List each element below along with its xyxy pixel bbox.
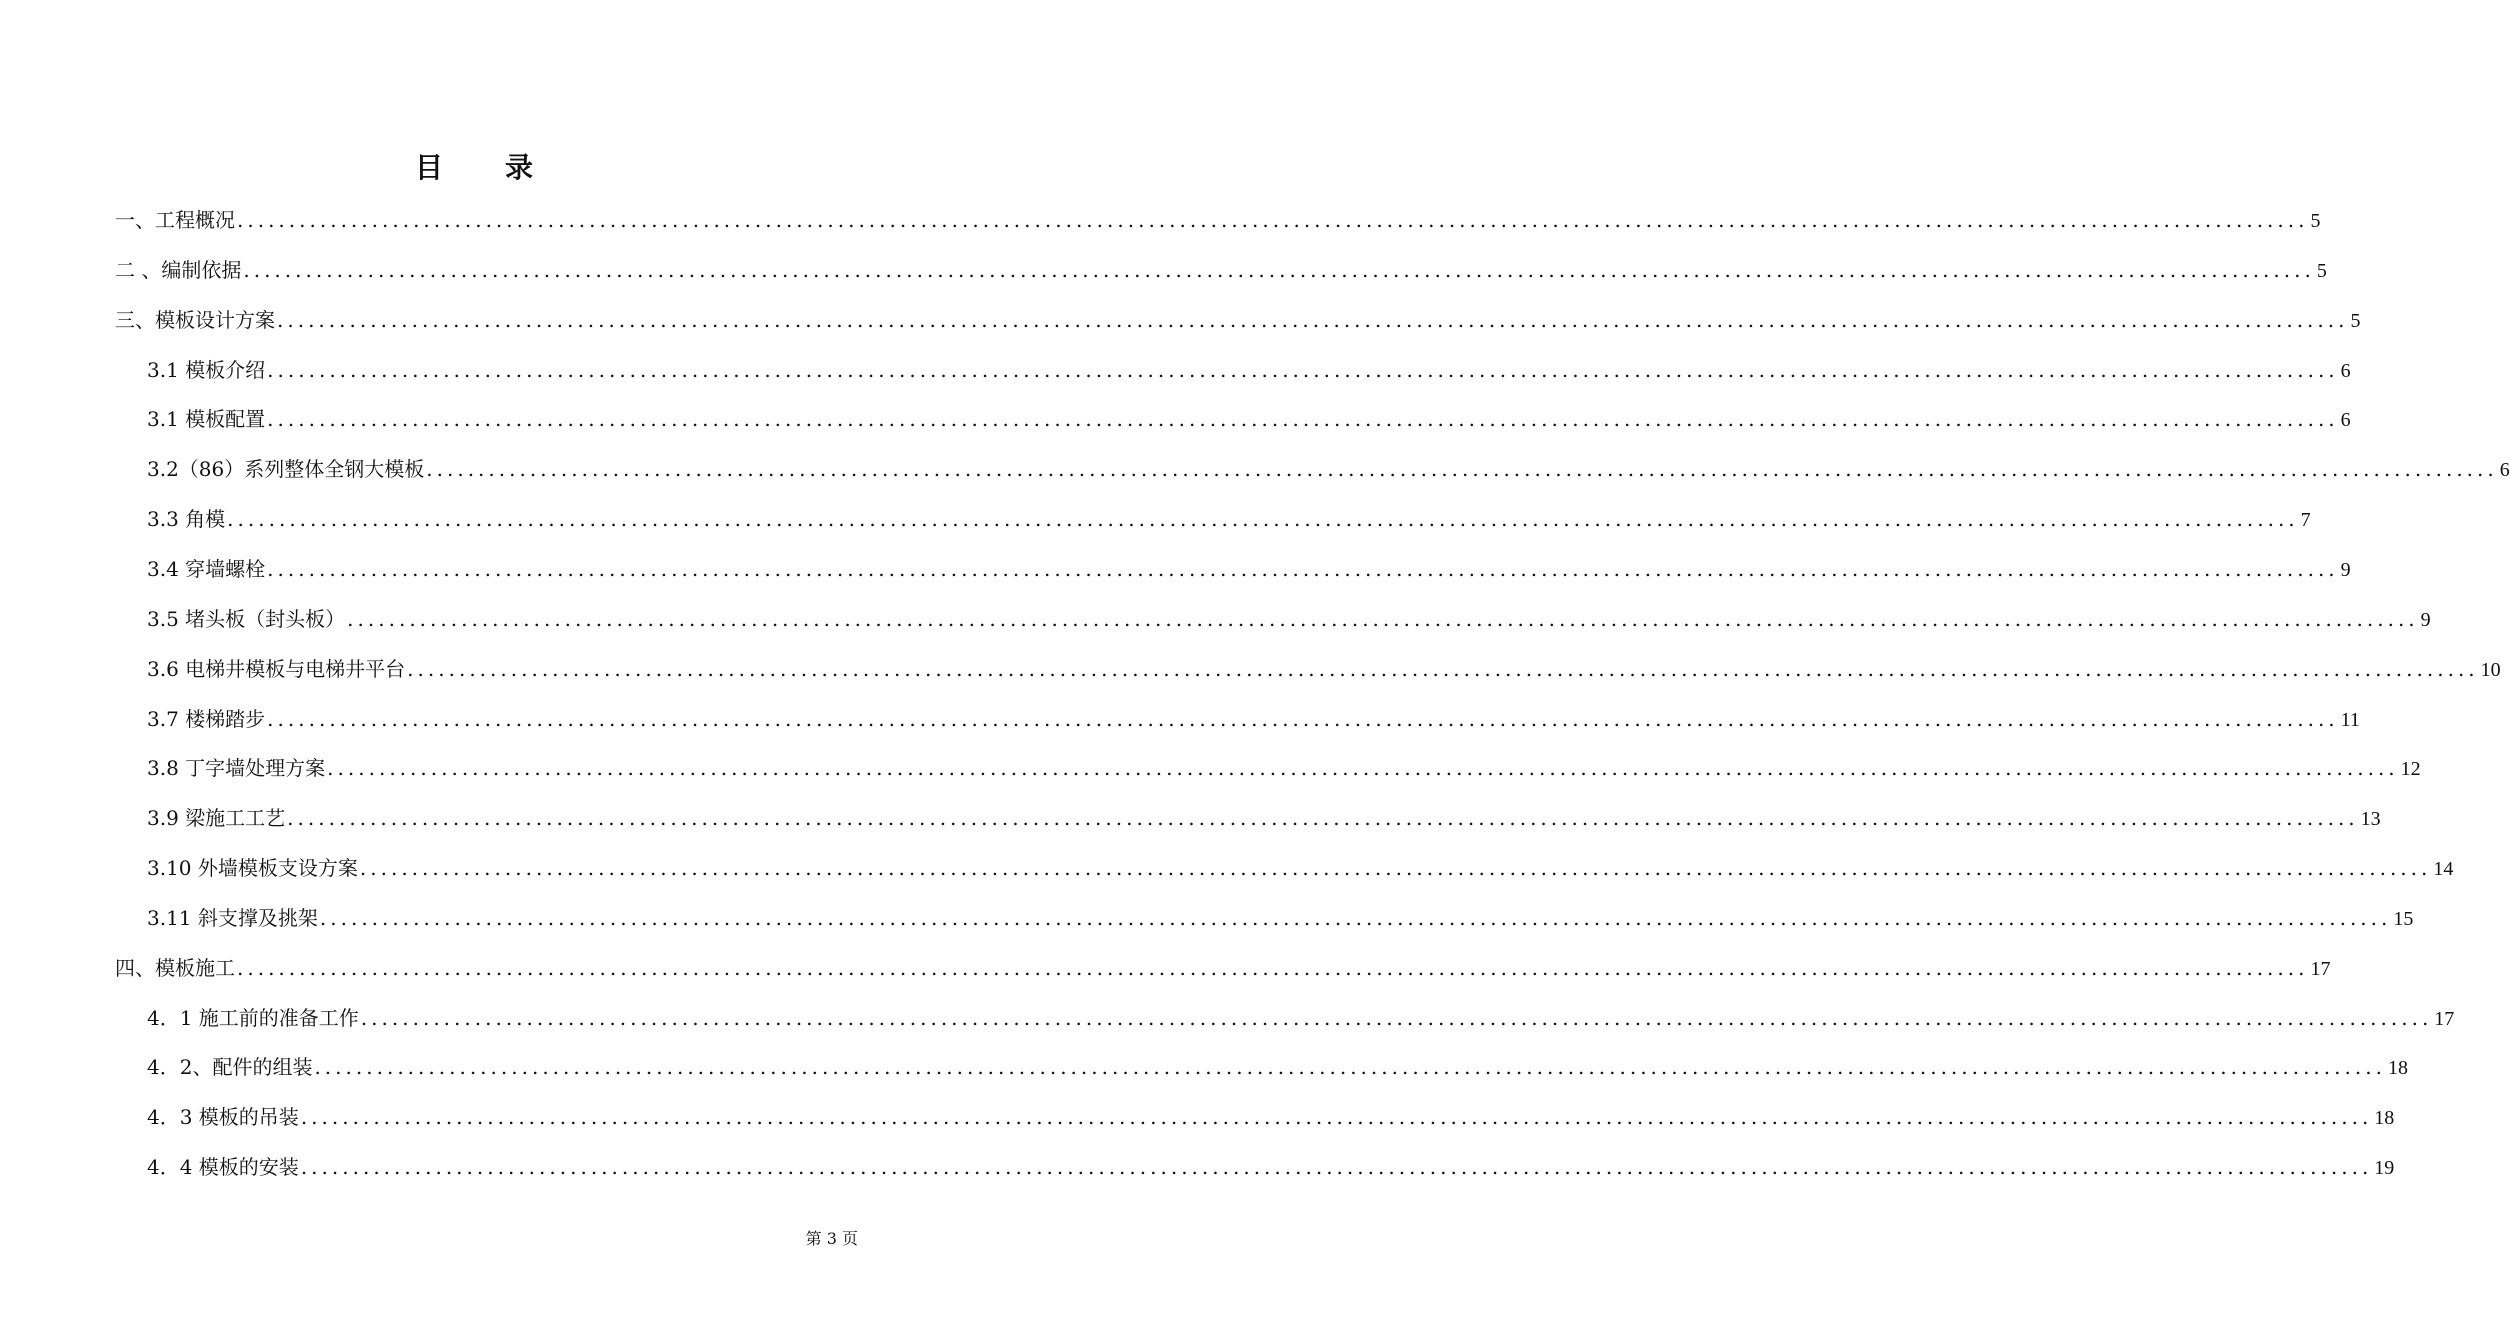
toc-entry-label: 3.7 楼梯踏步 bbox=[147, 707, 266, 731]
toc-entry-page-number: 6 bbox=[2499, 459, 2510, 481]
toc-entry-page-number: 18 bbox=[2387, 1057, 2408, 1079]
toc-entry-label: 四、模板施工 bbox=[115, 956, 235, 980]
toc-entry-label: 三、模板设计方案 bbox=[115, 308, 275, 332]
toc-leader-dots: ........................................................................................................................................................................................................ bbox=[300, 1105, 2373, 1129]
toc-entry-page-number: 12 bbox=[2400, 758, 2421, 780]
toc-entry-label: 3.9 梁施工工艺 bbox=[147, 806, 286, 830]
toc-entry-page-number: 5 bbox=[2316, 260, 2327, 282]
toc-entry-label: 二 、编制依据 bbox=[115, 258, 242, 282]
toc-entry-label: 一、工程概况 bbox=[115, 208, 235, 232]
toc-entry-page-number: 6 bbox=[2340, 360, 2351, 382]
toc-leader-dots: ........................................................................................................................................................................................................ bbox=[407, 657, 2479, 681]
toc-entry[interactable] bbox=[147, 903, 2414, 933]
toc-leader-dots: ........................................................................................................................................................................................................ bbox=[277, 308, 2349, 332]
toc-entry-label: 4．4 模板的安装 bbox=[147, 1155, 299, 1179]
toc-entry-label: 3.4 穿墙螺栓 bbox=[147, 557, 266, 581]
toc-entry-label: 3.6 电梯井模板与电梯井平台 bbox=[147, 657, 406, 681]
toc-entry[interactable] bbox=[147, 554, 2351, 584]
toc-leader-dots: ........................................................................................................................................................................................................ bbox=[314, 1055, 2386, 1079]
toc-entry-page-number: 9 bbox=[2340, 559, 2351, 581]
toc-entry[interactable] bbox=[147, 355, 2351, 385]
toc-entry[interactable] bbox=[147, 704, 2360, 734]
toc-entry[interactable] bbox=[147, 753, 2421, 783]
toc-leader-dots: ........................................................................................................................................................................................................ bbox=[267, 557, 2339, 581]
toc-leader-dots: ........................................................................................................................................................................................................ bbox=[319, 906, 2392, 930]
toc-entry[interactable] bbox=[147, 853, 2454, 883]
toc-leader-dots: ........................................................................................................................................................................................................ bbox=[360, 1006, 2433, 1030]
toc-entry-label: 3.2（86）系列整体全钢大模板 bbox=[147, 457, 425, 481]
toc-entry[interactable] bbox=[147, 1052, 2408, 1082]
toc-entry-page-number: 5 bbox=[2310, 210, 2321, 232]
toc-entry[interactable] bbox=[147, 454, 2510, 484]
toc-entry[interactable] bbox=[147, 654, 2501, 684]
toc-leader-dots: ........................................................................................................................................................................................................ bbox=[300, 1155, 2373, 1179]
toc-entry[interactable] bbox=[115, 953, 2331, 983]
toc-entry[interactable] bbox=[147, 1152, 2395, 1182]
toc-leader-dots: ........................................................................................................................................................................................................ bbox=[287, 806, 2359, 830]
toc-entry[interactable] bbox=[147, 1003, 2455, 1033]
toc-entry[interactable] bbox=[147, 604, 2431, 634]
toc-leader-dots: ........................................................................................................................................................................................................ bbox=[237, 208, 2309, 232]
toc-entry-label: 3.11 斜支撑及挑架 bbox=[147, 906, 318, 930]
toc-entry-label: 4．1 施工前的准备工作 bbox=[147, 1006, 359, 1030]
toc-entry[interactable] bbox=[147, 1102, 2395, 1132]
toc-leader-dots: ........................................................................................................................................................................................................ bbox=[267, 407, 2339, 431]
toc-entry-page-number: 11 bbox=[2340, 709, 2360, 731]
toc-leader-dots: ........................................................................................................................................................................................................ bbox=[327, 756, 2399, 780]
toc-entry-label: 4．2、配件的组装 bbox=[147, 1055, 313, 1079]
toc-entry-label: 3.1 模板配置 bbox=[147, 407, 266, 431]
page-footer: 第 3 页 bbox=[805, 1229, 858, 1248]
toc-entry[interactable] bbox=[115, 305, 2361, 335]
toc-leader-dots: ........................................................................................................................................................................................................ bbox=[227, 507, 2299, 531]
toc-leader-dots: ........................................................................................................................................................................................................ bbox=[267, 358, 2339, 382]
toc-entry-label: 3.1 模板介绍 bbox=[147, 358, 266, 382]
toc-leader-dots: ........................................................................................................................................................................................................ bbox=[243, 258, 2315, 282]
toc-entry-label: 3.8 丁字墙处理方案 bbox=[147, 756, 326, 780]
toc-leader-dots: ........................................................................................................................................................................................................ bbox=[237, 956, 2309, 980]
toc-entry-page-number: 6 bbox=[2340, 409, 2351, 431]
toc-entry-label: 3.3 角模 bbox=[147, 507, 226, 531]
toc-leader-dots: ........................................................................................................................................................................................................ bbox=[426, 457, 2498, 481]
toc-entry[interactable] bbox=[147, 404, 2351, 434]
toc-entry-page-number: 10 bbox=[2480, 659, 2501, 681]
toc-entry-page-number: 17 bbox=[2434, 1008, 2455, 1030]
toc-entry[interactable] bbox=[115, 255, 2327, 285]
toc-entry-page-number: 19 bbox=[2374, 1157, 2395, 1179]
toc-entry-label: 4．3 模板的吊装 bbox=[147, 1105, 299, 1129]
toc-leader-dots: ........................................................................................................................................................................................................ bbox=[347, 607, 2419, 631]
toc-entry[interactable] bbox=[147, 504, 2311, 534]
toc-entry-page-number: 17 bbox=[2310, 958, 2331, 980]
toc-entry-page-number: 15 bbox=[2393, 908, 2414, 930]
toc-entry-label: 3.5 堵头板（封头板） bbox=[147, 607, 346, 631]
toc-leader-dots: ........................................................................................................................................................................................................ bbox=[359, 856, 2432, 880]
toc-entry-label: 3.10 外墙模板支设方案 bbox=[147, 856, 358, 880]
page-title: 目 录 bbox=[414, 151, 535, 184]
toc-entry[interactable] bbox=[115, 205, 2321, 235]
toc-entry-page-number: 14 bbox=[2433, 858, 2454, 880]
toc-entry-page-number: 13 bbox=[2360, 808, 2381, 830]
toc-leader-dots: ........................................................................................................................................................................................................ bbox=[267, 707, 2339, 731]
toc-entry-page-number: 9 bbox=[2420, 609, 2431, 631]
toc-entry[interactable] bbox=[147, 803, 2381, 833]
toc-entry-page-number: 18 bbox=[2374, 1107, 2395, 1129]
toc-entry-page-number: 5 bbox=[2350, 310, 2361, 332]
toc-entry-page-number: 7 bbox=[2300, 509, 2311, 531]
